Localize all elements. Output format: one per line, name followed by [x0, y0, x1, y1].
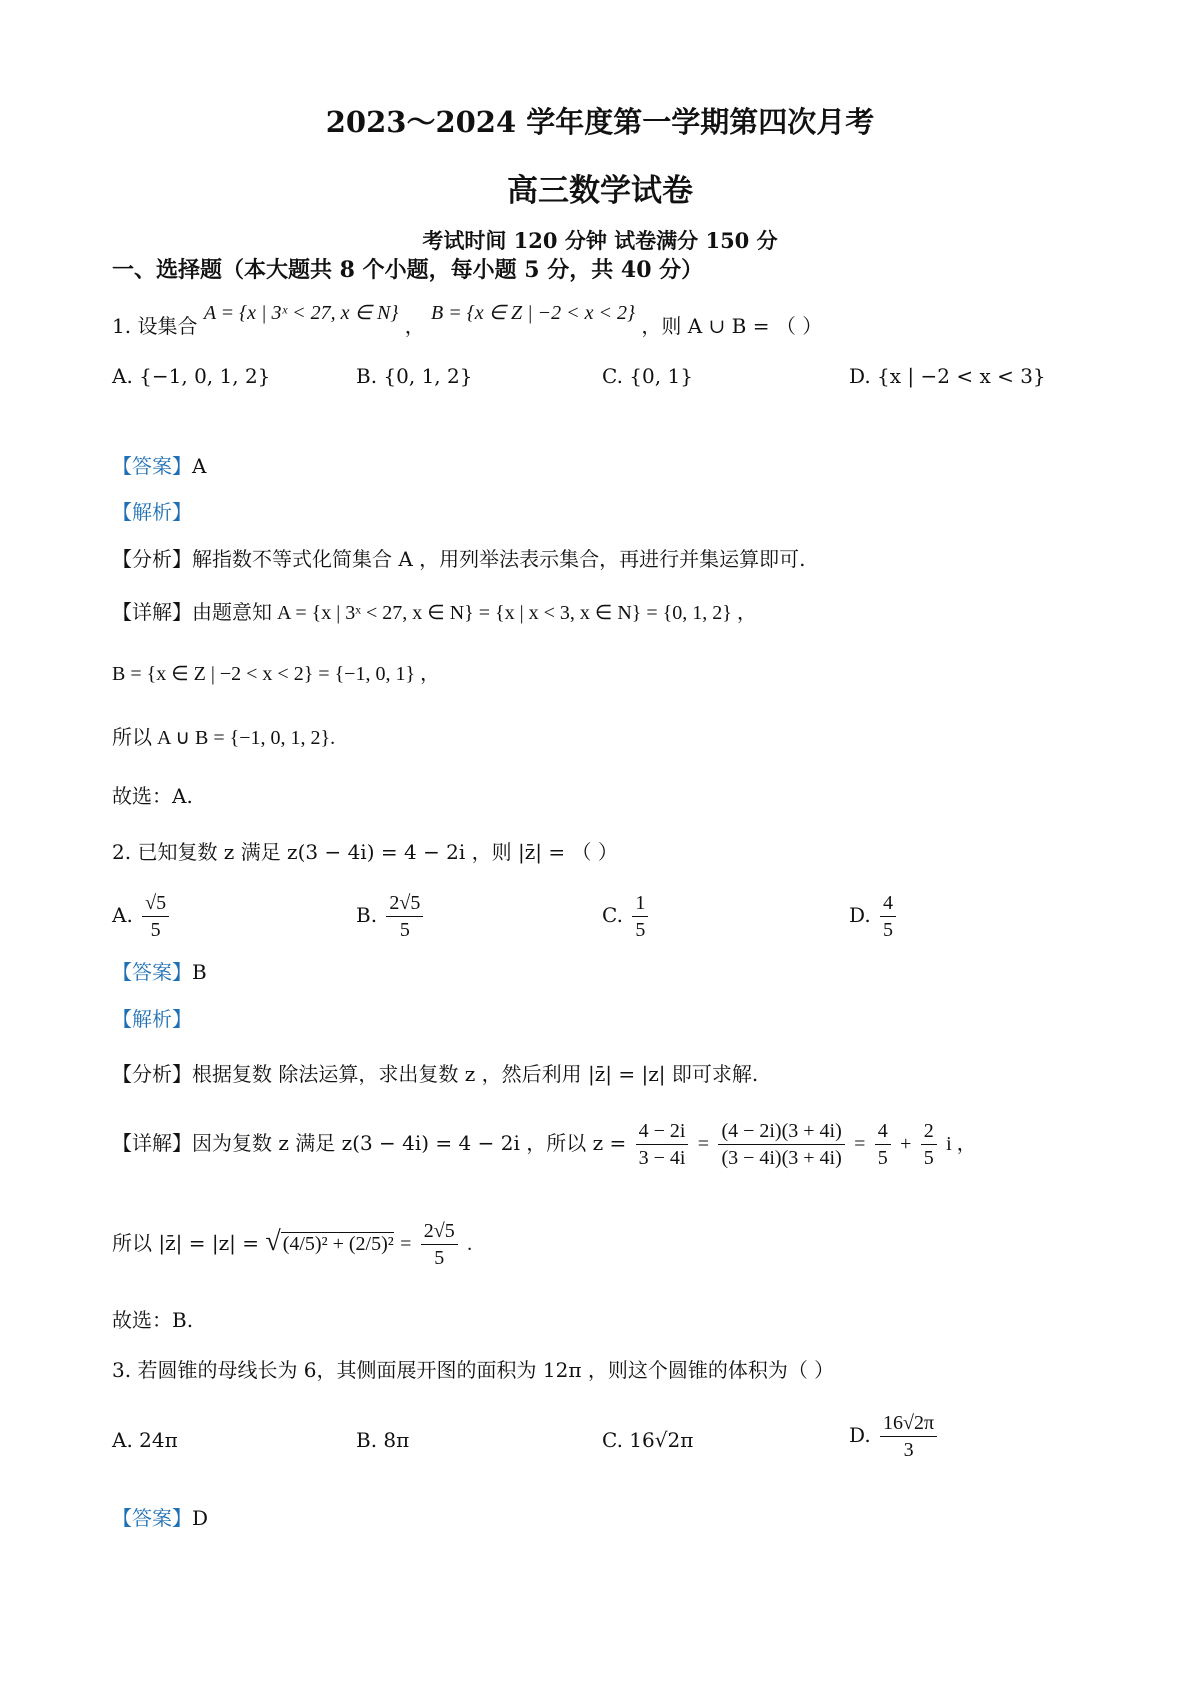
q3-option-a: A. 24π [112, 1428, 178, 1452]
q1-prefix: 1. 设集合 [112, 314, 198, 338]
q1-fenxi-text: 解指数不等式化简集合 A ，用列举法表示集合，再进行并集运算即可. [192, 547, 806, 571]
q1-option-a: A. {−1, 0, 1, 2} [112, 364, 271, 388]
q2-a-den: 5 [150, 919, 161, 941]
q3-d-den: 3 [903, 1439, 914, 1461]
q2-c-num: 1 [632, 890, 648, 917]
exam-info: 考试时间 120 分钟 试卷满分 150 分 [422, 228, 778, 253]
q1-option-c: C. {0, 1} [602, 364, 693, 388]
q3-option-c: C. 16√2π [602, 1428, 694, 1452]
q1-option-d: D. {x | −2 < x < 3} [849, 364, 1046, 388]
q1-set-b: B = {x ∈ Z | −2 < x < 2} [431, 302, 636, 324]
q2-answer [112, 958, 207, 986]
q1-detail-1 [112, 598, 757, 627]
q2-detail-1-pre: 因为复数 z 满足 z(3 − 4i) = 4 − 2i ，所以 z = [192, 1131, 627, 1155]
question-2-stem: 2. 已知复数 z 满足 z(3 − 4i) = 4 − 2i ，则 |z̄| = （ ） [112, 840, 618, 864]
q1-detail-1-text: 由题意知 A = {x | 3ˣ < 27, x ∈ N} = {x | x < 3, x ∈ N} = {0, 1, 2} ， [192, 602, 757, 624]
q2-option-d: D. $\frac{4}{5}$ [849, 890, 899, 943]
q1-option-b: B. {0, 1, 2} [356, 364, 473, 388]
answer-label: 【答案】 [112, 1506, 192, 1530]
fenxi-label: 【分析】 [112, 547, 192, 571]
q2-option-b: B. $\frac{2√5}{5}$ [356, 890, 426, 943]
q2-d-num: 4 [880, 890, 896, 917]
q1-analysis-label: 【解析】 [112, 500, 192, 524]
q2-option-c: C. $\frac{1}{5}$ [602, 890, 651, 943]
q3-d-num: 16√2π [880, 1410, 937, 1437]
q2-detail-1: 【详解】因为复数 z 满足 z(3 − 4i) = 4 − 2i ，所以 z = $\frac{4 - 2i}{3 - 4i}$ = $\frac{(4 - 2i)(3 + 4i)}{(3 - 4i)(3 + 4i)}$ = $\frac{4}{5}$ + $\frac{2}{5}$ i ， [112, 1120, 977, 1169]
q2-b-den: 5 [399, 919, 410, 941]
q1-set-a: A = {x | 3ˣ < 27, x ∈ N} [203, 302, 399, 324]
exam-title: 2023～2024 学年度第一学期第四次月考 [325, 105, 875, 139]
q2-option-a: A. $\frac{√5}{5}$ [112, 890, 172, 943]
q1-answer [112, 452, 206, 480]
q2-c-den: 5 [635, 919, 646, 941]
q2-analysis-label: 【解析】 [112, 1007, 192, 1031]
q3-answer-value: D [192, 1506, 209, 1530]
q2-fenxi-text: 根据复数 除法运算，求出复数 z ，然后利用 |z̄| = |z| 即可求解. [192, 1062, 759, 1086]
section-heading: 一、选择题（本大题共 8 个小题，每小题 5 分，共 40 分） [112, 257, 704, 283]
xiangjie-label: 【详解】 [112, 600, 192, 624]
q2-conclusion: 故选：B. [112, 1308, 194, 1332]
q1-detail-2: B = {x ∈ Z | −2 < x < 2} = {−1, 0, 1} ， [112, 663, 441, 685]
q2-a-num: √5 [142, 890, 169, 917]
answer-label: 【答案】 [112, 960, 192, 984]
q3-option-d: D. $\frac{16√2\pi}{3}$ [849, 1410, 940, 1463]
fenxi-label: 【分析】 [112, 1062, 192, 1086]
exam-subtitle: 高三数学试卷 [507, 173, 693, 209]
q2-answer-value: B [192, 960, 207, 984]
q1-conclusion: 故选：A. [112, 784, 193, 808]
answer-label: 【答案】 [112, 454, 192, 478]
xiangjie-label: 【详解】 [112, 1131, 192, 1155]
q2-detail-2: 所以 |z̄| = |z| = √ (4/5)² + (2/5)² = $\frac{2√5}{5}$ . [112, 1220, 473, 1269]
q1-answer-value: A [192, 454, 207, 478]
q2-detail-2-pre: 所以 |z̄| = |z| = [112, 1231, 259, 1255]
question-1-stem: 1. 设集合 A = {x | 3ˣ < 27, x ∈ N} ， B = {x ∈ Z | −2 < x < 2} ，则 A ∪ B = （ ） [112, 302, 823, 338]
question-3-stem: 3. 若圆锥的母线长为 6，其侧面展开图的面积为 12π ，则这个圆锥的体积为（ ） [112, 1358, 835, 1382]
q2-sqrt-expression: (4/5)² + (2/5)² [282, 1233, 394, 1255]
q1-ask: ，则 A ∪ B = （ ） [641, 314, 823, 338]
q3-answer [112, 1504, 208, 1532]
q2-fenxi [112, 1060, 758, 1088]
q2-b-num: 2√5 [386, 890, 423, 917]
q1-detail-3: 所以 A ∪ B = {−1, 0, 1, 2}. [112, 727, 336, 749]
q3-option-b: B. 8π [356, 1428, 410, 1452]
q2-d-den: 5 [883, 919, 894, 941]
q1-fenxi [112, 545, 806, 573]
